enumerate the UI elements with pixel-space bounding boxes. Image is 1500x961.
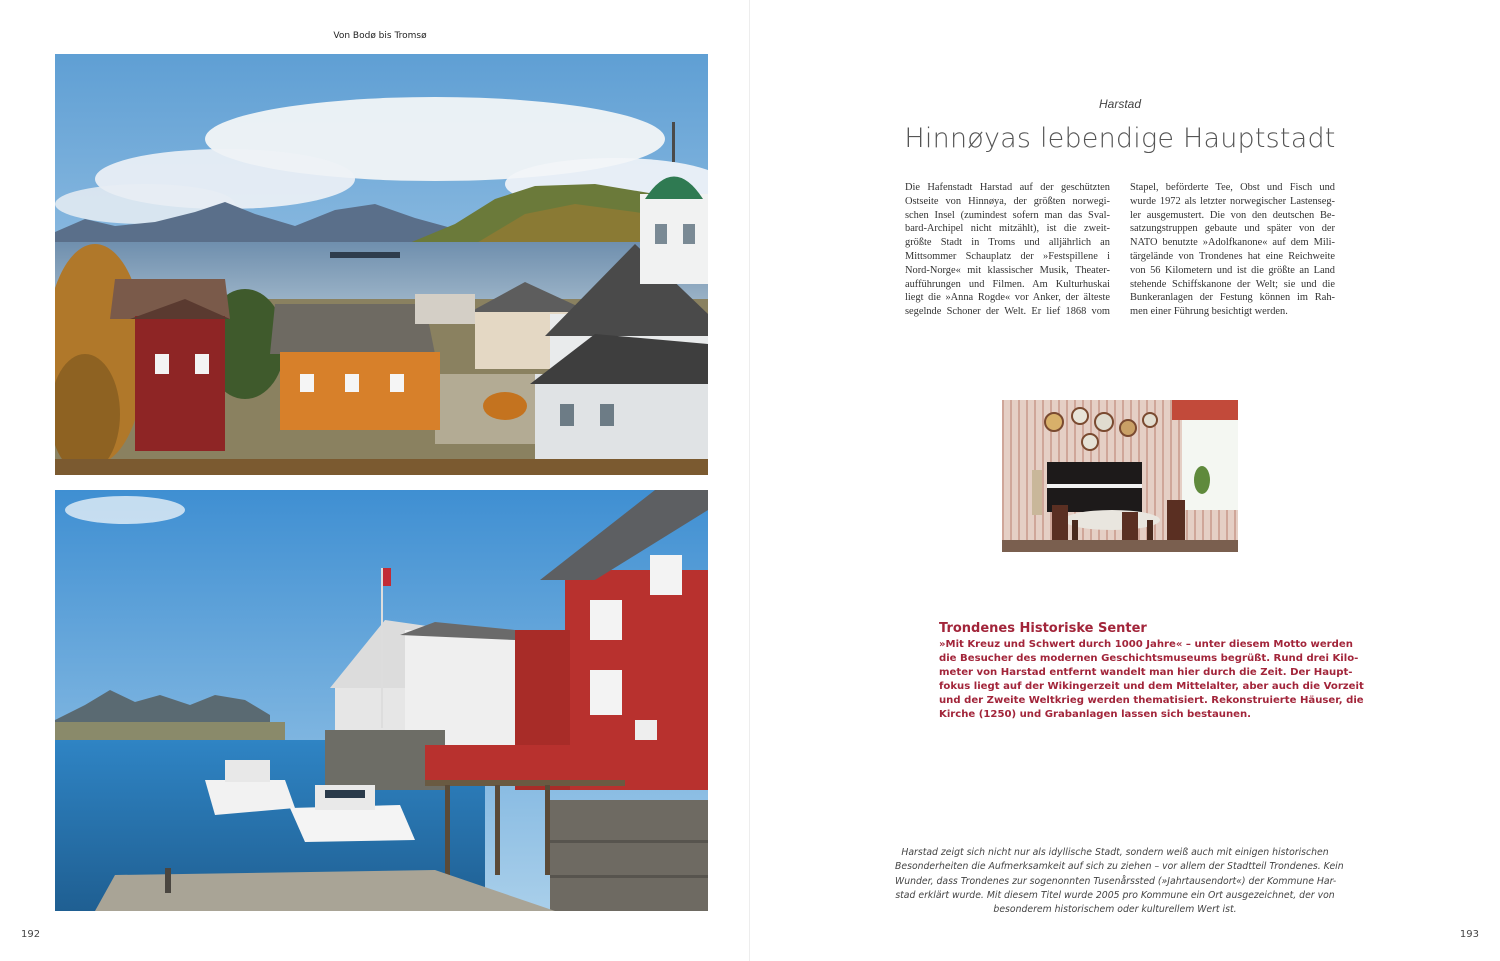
info-box-text <box>939 638 1364 721</box>
body-line: schen Insel (zumindest sofern man das Sval- <box>905 209 1110 221</box>
info-box-line: und der Zweite Weltkrieg werden thematisiert. Rekonstruierte Häuser, die <box>939 694 1364 706</box>
museum-interior-photo <box>1002 400 1238 552</box>
photo-caption <box>895 846 1344 917</box>
running-head: Von Bodø bis Tromsø <box>333 31 427 41</box>
body-line: liegt die »Anna Rogde« vor Anker, der älteste <box>905 292 1110 304</box>
body-line: Mittsommer Schauplatz der »Festspillene i <box>905 250 1110 262</box>
body-line: men einer Führung besichtigt werden. <box>1130 306 1288 318</box>
body-line: Nord-Norge« mit klassischer Musik, Theater- <box>905 264 1110 276</box>
info-box-title: Trondenes Historiske Senter <box>939 621 1147 636</box>
body-line: bard-Archipel nicht mitzählt), ist die zweit- <box>905 223 1110 235</box>
body-line: größte Stadt in Troms und alljährlich an <box>905 237 1110 249</box>
info-box-line: Kirche (1250) und Grabanlagen lassen sich bestaunen. <box>939 708 1252 720</box>
body-line: von 56 Kilometern und ist die größte an Land <box>1130 264 1335 276</box>
body-line: tärgelände von Trondenes hat eine Reichweite <box>1130 250 1335 262</box>
body-line: ler ausgemustert. Die von den deutschen Be- <box>1130 209 1335 221</box>
body-line: Ostseite von Hinnøya, der größten norwegi- <box>905 195 1110 207</box>
caption-line: stad erklärt wurde. Mit diesem Titel wurde 2005 pro Kommune ein Ort ausgezeichnet, der von <box>895 889 1335 901</box>
info-box-line: die Besucher des modernen Geschichtsmuseums begrüßt. Rund drei Kilo- <box>939 652 1359 664</box>
info-box-line: meter von Harstad entfernt wandelt man hier durch die Zeit. Der Haupt- <box>939 666 1353 678</box>
right-page <box>750 0 1500 961</box>
page-number-left: 192 <box>21 929 41 940</box>
harbour-church-photo <box>55 54 708 475</box>
caption-line: besonderem historischem oder kulturellem Wert ist. <box>993 904 1237 916</box>
body-line: Die Hafenstadt Harstad auf der geschützten <box>905 182 1110 193</box>
body-column-1 <box>905 181 1110 319</box>
body-line: wurde 1972 als letzter norwegischer Lastenseg- <box>1130 195 1335 207</box>
caption-line: Wunder, dass Trondenes zur sogenonnten Tusenårssted (»Jahrtausendort«) der Kommune Har- <box>895 875 1337 887</box>
page-headline: Hinnøyas lebendige Hauptstadt <box>904 123 1336 154</box>
caption-line: Besonderheiten die Aufmerksamkeit auf sich zu ziehen – vor allem der Stadtteil Trondenes. Kein <box>895 861 1344 873</box>
harbour-boats-photo <box>55 490 708 911</box>
page-number-right: 193 <box>1459 929 1479 940</box>
section-kicker: Harstad <box>1098 97 1142 111</box>
info-box-line: »Mit Kreuz und Schwert durch 1000 Jahre« – unter diesem Motto werden <box>939 639 1353 650</box>
body-line: stehende Schiffskanone der Welt; sie und die <box>1130 278 1335 290</box>
info-box-line: fokus liegt auf der Wikingerzeit und dem Mittelalter, aber auch die Vorzeit <box>939 680 1364 692</box>
body-line: aufführungen und Filmen. Am Kulturhuskai <box>905 278 1110 290</box>
body-column-2 <box>1130 181 1335 319</box>
body-line: NATO benutzte »Adolfkanone« auf dem Mili- <box>1130 237 1335 249</box>
body-line: Stapel, beförderte Tee, Obst und Fisch und <box>1130 182 1335 193</box>
body-line: Bunkeranlagen der Festung können im Rah- <box>1130 292 1335 304</box>
body-line: satzungstruppen gebaute und später von der <box>1130 223 1335 235</box>
body-line: segelnde Schoner der Welt. Er lief 1868 vom <box>905 306 1110 318</box>
caption-line: Harstad zeigt sich nicht nur als idyllische Stadt, sondern weiß auch mit einigen historischen <box>901 847 1329 858</box>
